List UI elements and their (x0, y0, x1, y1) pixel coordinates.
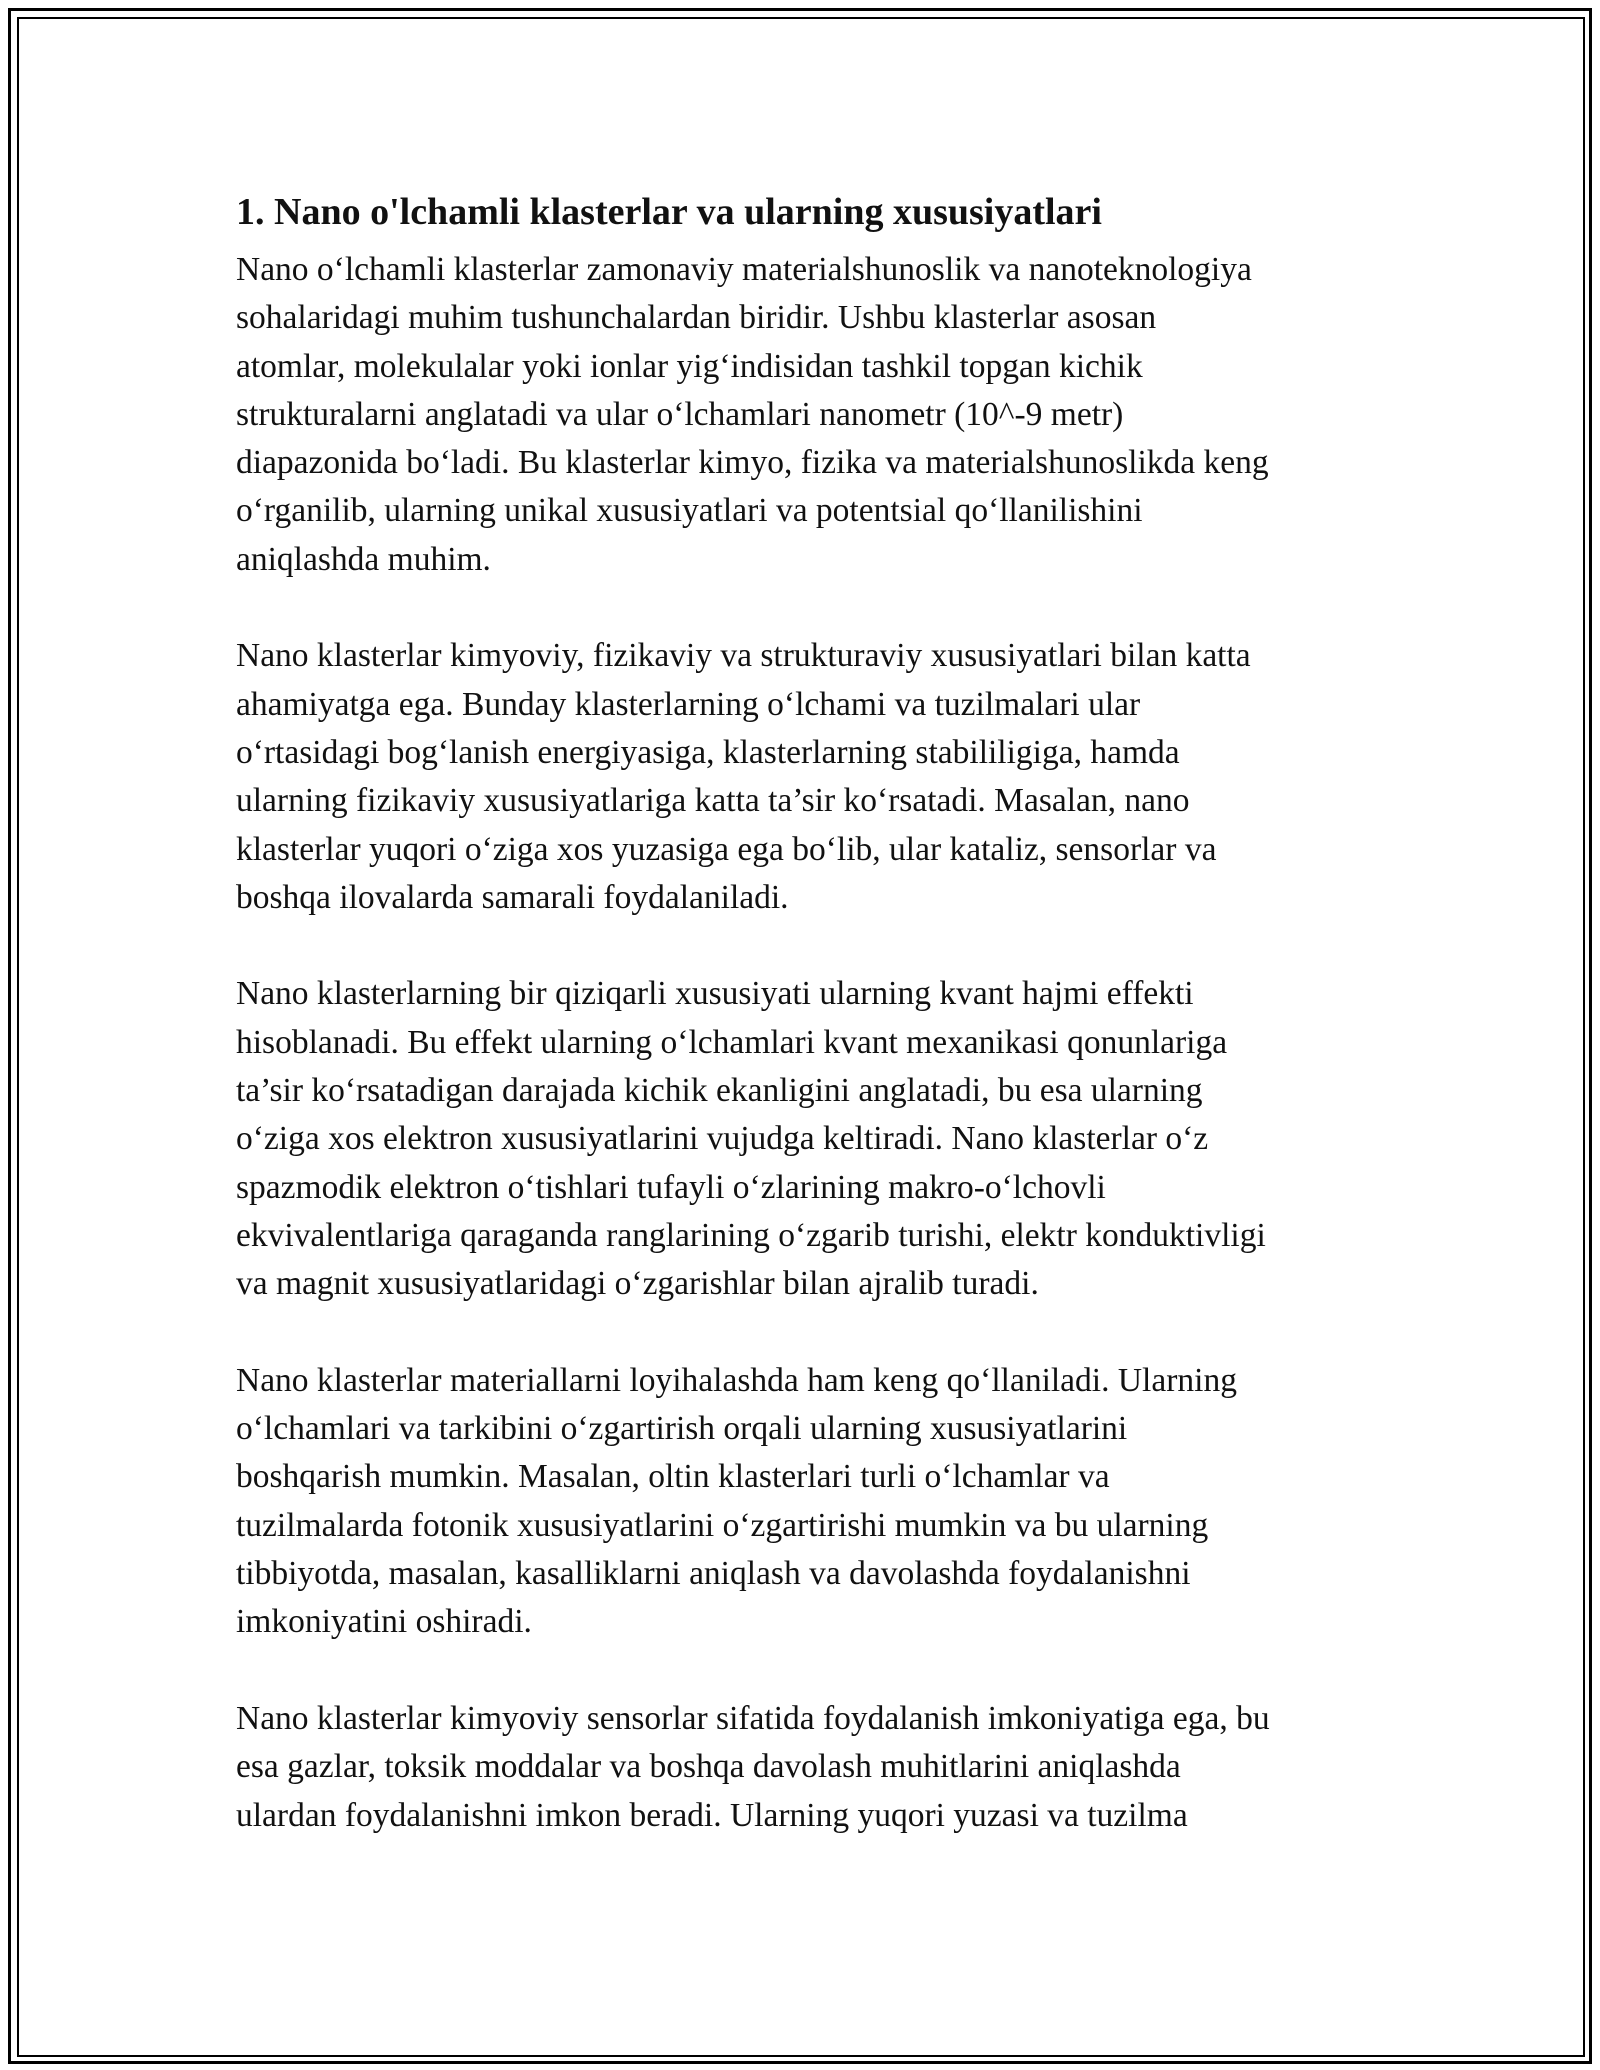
paragraph-5 (236, 1695, 1376, 1840)
text-line: esa gazlar, toksik moddalar va boshqa davolash muhitlarini aniqlashda (236, 1748, 1181, 1786)
text-line: Nano klasterlar kimyoviy, fizikaviy va strukturaviy xususiyatlari bilan katta (236, 637, 1251, 675)
text-line: boshqarish mumkin. Masalan, oltin klasterlari turli o‘lchamlar va (236, 1458, 1110, 1496)
paragraph-1 (236, 246, 1376, 584)
paragraph-3 (236, 970, 1376, 1308)
text-line: hisoblanadi. Bu effekt ularning o‘lchamlari kvant mexanikasi qonunlariga (236, 1023, 1228, 1061)
document-body (236, 188, 1376, 1888)
section-heading: 1. Nano o'lchamli klasterlar va ularning xususiyatlari (236, 191, 1102, 233)
text-line: imkoniyatini oshiradi. (236, 1603, 532, 1641)
text-line: ahamiyatga ega. Bunday klasterlarning o‘lchami va tuzilmalari ular (236, 685, 1141, 723)
text-line: o‘rtasidagi bog‘lanish energiyasiga, klasterlarning stabililigiga, hamda (236, 733, 1180, 771)
text-line: o‘rganilib, ularning unikal xususiyatlari va potentsial qo‘llanilishini (236, 492, 1143, 530)
paragraph-4 (236, 1357, 1376, 1647)
text-line: diapazonida bo‘ladi. Bu klasterlar kimyo, fizika va materialshunoslikda keng (236, 444, 1269, 482)
text-line: klasterlar yuqori o‘ziga xos yuzasiga ega bo‘lib, ular kataliz, sensorlar va (236, 830, 1217, 868)
text-line: aniqlashda muhim. (236, 540, 491, 578)
text-line: Nano klasterlar materiallarni loyihalashda ham keng qo‘llaniladi. Ularning (236, 1361, 1237, 1399)
text-line: Nano klasterlar kimyoviy sensorlar sifatida foydalanish imkoniyatiga ega, bu (236, 1699, 1270, 1737)
paragraph-2 (236, 632, 1376, 922)
text-line: ularning fizikaviy xususiyatlariga katta ta’sir ko‘rsatadi. Masalan, nano (236, 782, 1190, 820)
text-line: o‘lchamlari va tarkibini o‘zgartirish orqali ularning xususiyatlarini (236, 1410, 1128, 1448)
text-line: tibbiyotda, masalan, kasalliklarni aniqlash va davolashda foydalanishni (236, 1555, 1191, 1593)
text-line: sohalaridagi muhim tushunchalardan biridir. Ushbu klasterlar asosan (236, 299, 1157, 337)
text-line: boshqa ilovalarda samarali foydalaniladi. (236, 878, 789, 916)
text-line: tuzilmalarda fotonik xususiyatlarini o‘zgartirishi mumkin va bu ularning (236, 1506, 1209, 1544)
text-line: va magnit xususiyatlaridagi o‘zgarishlar bilan ajralib turadi. (236, 1265, 1039, 1303)
text-line: ta’sir ko‘rsatadigan darajada kichik ekanligini anglatadi, bu esa ularning (236, 1072, 1203, 1110)
text-line: Nano o‘lchamli klasterlar zamonaviy materialshunoslik va nanoteknologiya (236, 251, 1252, 288)
text-line: o‘ziga xos elektron xususiyatlarini vujudga keltiradi. Nano klasterlar o‘z (236, 1120, 1209, 1158)
text-line: ekvivalentlariga qaraganda ranglarining o‘zgarib turishi, elektr konduktivligi (236, 1216, 1266, 1254)
text-line: ulardan foydalanishni imkon beradi. Ularning yuqori yuzasi va tuzilma (236, 1796, 1188, 1834)
text-line: spazmodik elektron o‘tishlari tufayli o‘zlarining makro-o‘lchovli (236, 1168, 1106, 1206)
text-line: Nano klasterlarning bir qiziqarli xususiyati ularning kvant hajmi effekti (236, 975, 1194, 1013)
text-line: atomlar, molekulalar yoki ionlar yig‘indisidan tashkil topgan kichik (236, 347, 1143, 385)
text-line: strukturalarni anglatadi va ular o‘lchamlari nanometr (10^-9 metr) (236, 395, 1124, 433)
